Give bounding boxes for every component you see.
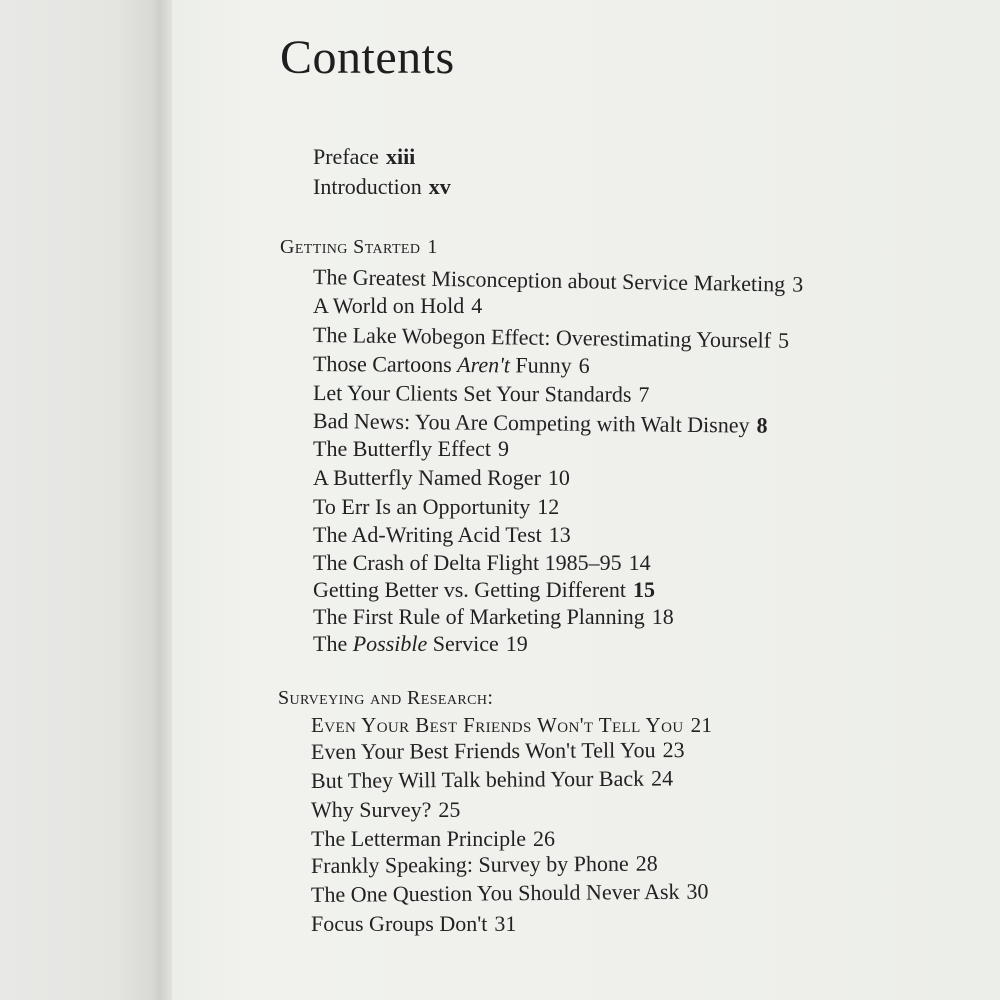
toc-page-number: 21 [690,713,713,737]
toc-entry [311,737,685,765]
toc-entry [313,293,482,319]
toc-entry [313,550,651,576]
left-page [0,0,165,1000]
toc-entry [313,408,768,439]
toc-page-number: 4 [471,293,483,318]
toc-entry-label: The Greatest Misconception about Service Marketing [312,264,786,297]
toc-entry [313,436,509,462]
toc-entry-label: But They Will Talk behind Your Back [310,765,645,793]
toc-entry-label: Getting Better vs. Getting Different [313,577,627,602]
toc-page-number: 15 [633,577,656,602]
toc-entry-label-italic: Aren't [457,352,511,378]
toc-entry [313,465,570,491]
toc-entry-label: Frankly Speaking: Survey by Phone [310,850,629,878]
section-heading-label: Surveying and Research: [278,687,494,709]
toc-entry [313,577,655,603]
toc-entry [313,351,590,379]
toc-page-number: xv [428,174,451,199]
toc-page-number: 14 [628,550,651,575]
toc-entry-label: Introduction [313,174,422,199]
toc-entry-label: A World on Hold [313,293,465,318]
toc-entry-introduction [313,174,451,200]
toc-entry [311,879,709,908]
toc-entry [313,380,650,408]
toc-page-number: 10 [547,465,570,490]
toc-entry [313,631,528,657]
toc-entry-label: The Ad-Writing Acid Test [313,522,542,547]
toc-entry-label: The First Rule of Marketing Planning [313,604,645,629]
toc-entry-label: Why Survey? [311,797,432,822]
section-heading-label: Getting Started [280,236,421,258]
toc-page-number: 24 [650,765,674,791]
toc-entry-label: The Lake Wobegon Effect: Overestimating Yourself [312,322,772,353]
toc-entry-label: Bad News: You Are Competing with Walt Disney [312,408,750,438]
toc-entry-label: Service [427,631,499,656]
toc-entry-label: Even Your Best Friends Won't Tell You [310,737,656,764]
toc-entry-label: Preface [313,144,379,169]
toc-page-number: 6 [578,352,590,378]
toc-entry [311,851,658,879]
toc-entry [313,522,571,548]
toc-entry [313,494,559,520]
toc-page-number: 3 [792,271,804,297]
toc-entry-label: The Crash of Delta Flight 1985–95 [313,550,622,575]
section-heading-surveying-and-research [278,687,493,710]
toc-page-number: 19 [505,631,528,656]
toc-entry-label: Those Cartoons [312,351,458,378]
toc-page-number: 25 [438,797,461,822]
toc-page-number: 18 [651,604,674,629]
toc-entry [311,765,673,794]
toc-entry [311,826,555,852]
toc-page-number: 8 [756,412,768,438]
toc-page-number: 1 [427,236,438,258]
toc-page-number: 26 [533,826,556,851]
toc-page-number: 28 [635,850,658,876]
toc-entry [311,713,712,738]
toc-entry-label: The Butterfly Effect [313,436,491,461]
toc-entry-label: Even Your Best Friends Won't Tell You [311,713,684,737]
toc-entry-label: The Letterman Principle [311,826,527,851]
page-title: Contents [280,31,455,84]
toc-entry-label: Funny [509,352,572,378]
toc-entry-label: To Err Is an Opportunity [313,494,531,519]
toc-entry-label-italic: Possible [352,631,428,656]
toc-page-number: 23 [662,737,685,763]
toc-entry [313,604,674,630]
toc-entry [311,911,516,937]
section-heading-getting-started [280,236,438,259]
toc-entry-label: A Butterfly Named Roger [313,465,541,490]
right-page [172,0,1000,1000]
toc-page-number: 12 [537,494,560,519]
toc-entry-label: The One Question You Should Never Ask [310,878,680,907]
toc-entry-label: The [313,631,353,656]
toc-page-number: 30 [686,878,709,904]
toc-page-number: xiii [385,144,416,169]
toc-page-number: 5 [777,327,790,353]
toc-entry-label: Focus Groups Don't [311,911,488,936]
toc-entry [311,797,460,823]
toc-page-number: 9 [497,436,509,461]
toc-page-number: 13 [548,522,571,547]
toc-page-number: 7 [638,381,650,407]
toc-entry-label: Let Your Clients Set Your Standards [312,380,632,407]
toc-entry-preface [313,144,415,170]
toc-page-number: 31 [494,911,517,936]
